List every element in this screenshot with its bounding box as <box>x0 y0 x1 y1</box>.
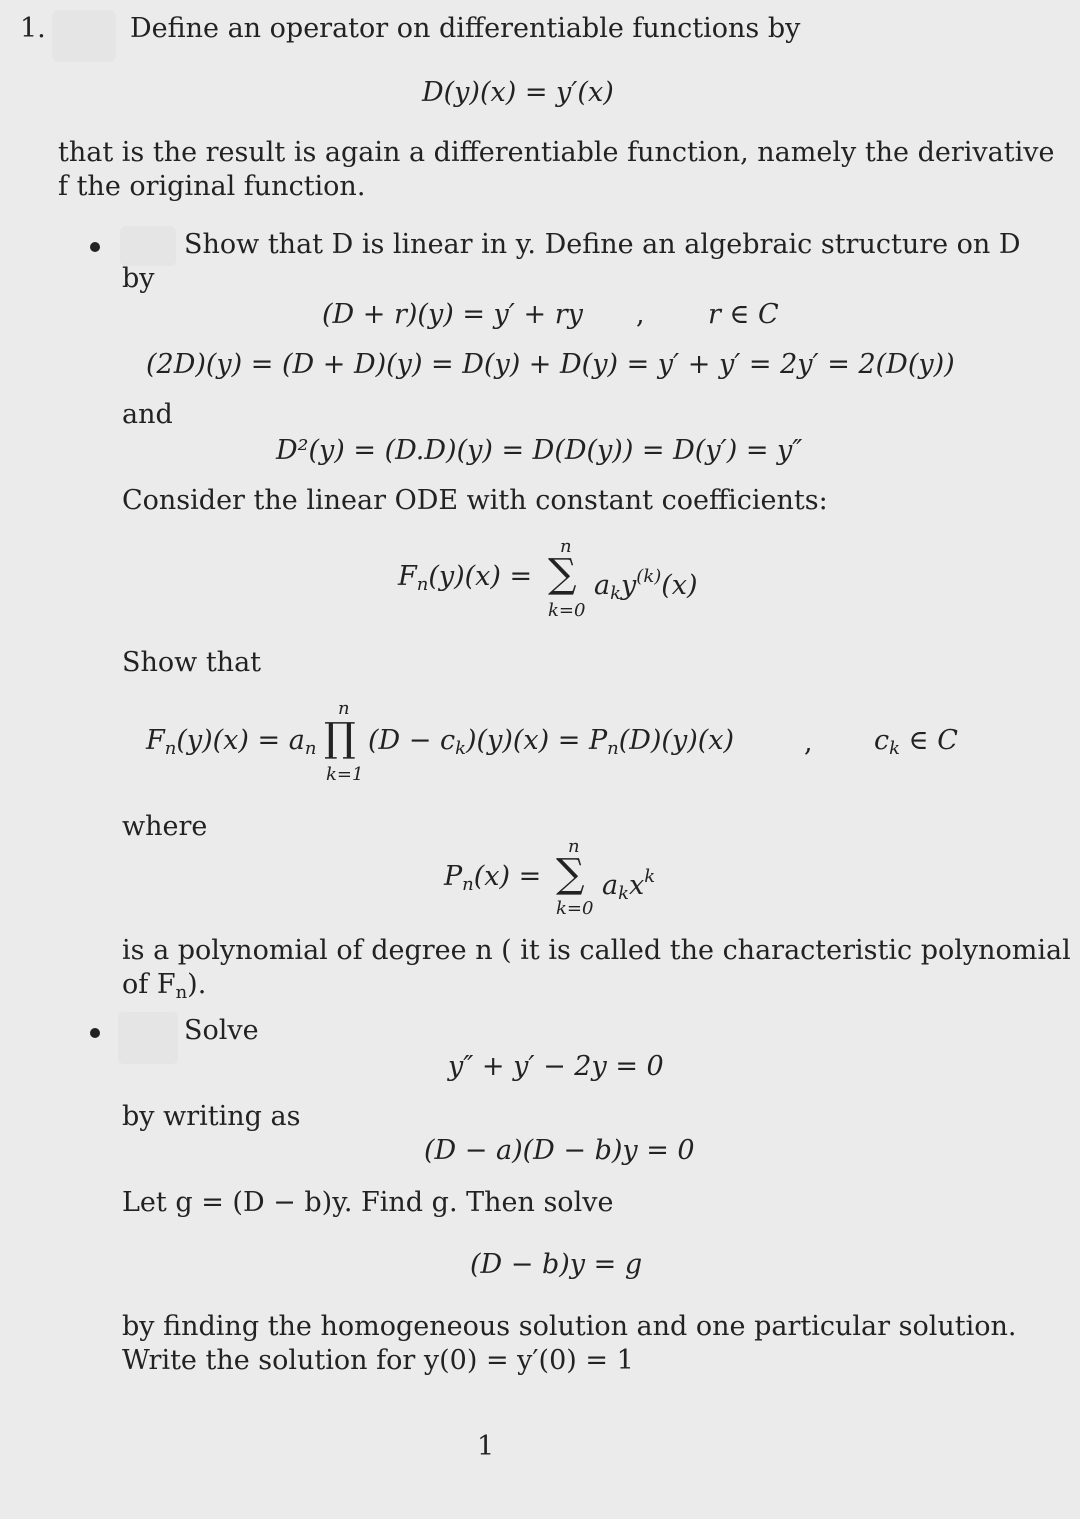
prod-lower: k=1 <box>326 764 364 785</box>
by-writing-text: by writing as <box>122 1101 301 1132</box>
bullet1-line2: by <box>122 263 155 294</box>
poly-line2: of $F_n$). <box>122 969 207 1003</box>
prod-upper: n <box>338 698 350 719</box>
page-number: 1 <box>477 1431 495 1462</box>
pn-sum-sign: ∑ <box>556 851 585 897</box>
eq-pn: $P_n(x)$ = n ∑ k=0 $a_kx^k$ <box>444 836 656 919</box>
eq-d-plus-r-comma: , <box>636 299 645 330</box>
consider-text: Consider the linear ODE with constant coefficients: <box>122 485 828 516</box>
eq-ode: y″ + y′ − 2y = 0 <box>448 1051 664 1082</box>
intro-text: Define an operator on differentiable functions by <box>130 13 801 44</box>
smudge <box>120 226 176 266</box>
eq-2d: (2D)(y) = (D + D)(y) = D(y) + D(y) = y′ + y′ = 2y′ = 2(D(y)) <box>146 349 955 380</box>
bullet1-line1: Show that D is linear in y. Define an algebraic structure on D <box>184 229 1021 260</box>
eq-r-in-c: r ∈ C <box>708 299 779 330</box>
solve-text: Solve <box>184 1015 259 1046</box>
where-text: where <box>122 811 208 842</box>
pn-sum-lower: k=0 <box>556 898 594 919</box>
product-sign: ∏ <box>324 715 356 761</box>
bullet-2 <box>90 1028 100 1038</box>
bullet-1 <box>90 242 100 252</box>
eq-definition: D(y)(x) = y′(x) <box>422 77 614 108</box>
show-that-text: Show that <box>122 647 262 678</box>
eq-fn-sum: $F_n(y)(x)$ = n ∑ k=0 $a_ky^{(k)}(x)$ <box>398 536 698 621</box>
pn-sum-upper: n <box>568 836 580 857</box>
final-line1: by finding the homogeneous solution and one particular solution. <box>122 1311 1017 1342</box>
eq-g: (D − b)y = g <box>470 1249 643 1280</box>
smudge <box>52 10 116 62</box>
sum-lower: k=0 <box>548 600 586 621</box>
eq-fn-product: $F_n(y)(x) = a_n$ n ∏ k=1 $(D - c_k)(y)(x) = P_n(D)(y)(x)$ , $c_k$ ∈ C <box>146 698 958 785</box>
para1-line2: f the original function. <box>58 171 366 202</box>
let-g-text: Let g = (D − b)y. Find g. Then solve <box>122 1187 614 1218</box>
eq-d-plus-r: (D + r)(y) = y′ + ry <box>322 299 583 330</box>
problem-number: 1. <box>20 13 46 44</box>
poly-line1: is a polynomial of degree n ( it is called the characteristic polynomial <box>122 935 1071 966</box>
para1-line1: that is the result is again a differentiable function, namely the derivative <box>58 137 1055 168</box>
eq-d-squared: D²(y) = (D.D)(y) = D(D(y)) = D(y′) = y″ <box>276 435 803 466</box>
sum-upper: n <box>560 536 572 557</box>
smudge <box>118 1012 178 1064</box>
sum-sign: ∑ <box>548 551 577 597</box>
eq-factored: (D − a)(D − b)y = 0 <box>424 1135 695 1166</box>
final-line2: Write the solution for y(0) = y′(0) = 1 <box>122 1345 634 1376</box>
and-text: and <box>122 399 173 430</box>
